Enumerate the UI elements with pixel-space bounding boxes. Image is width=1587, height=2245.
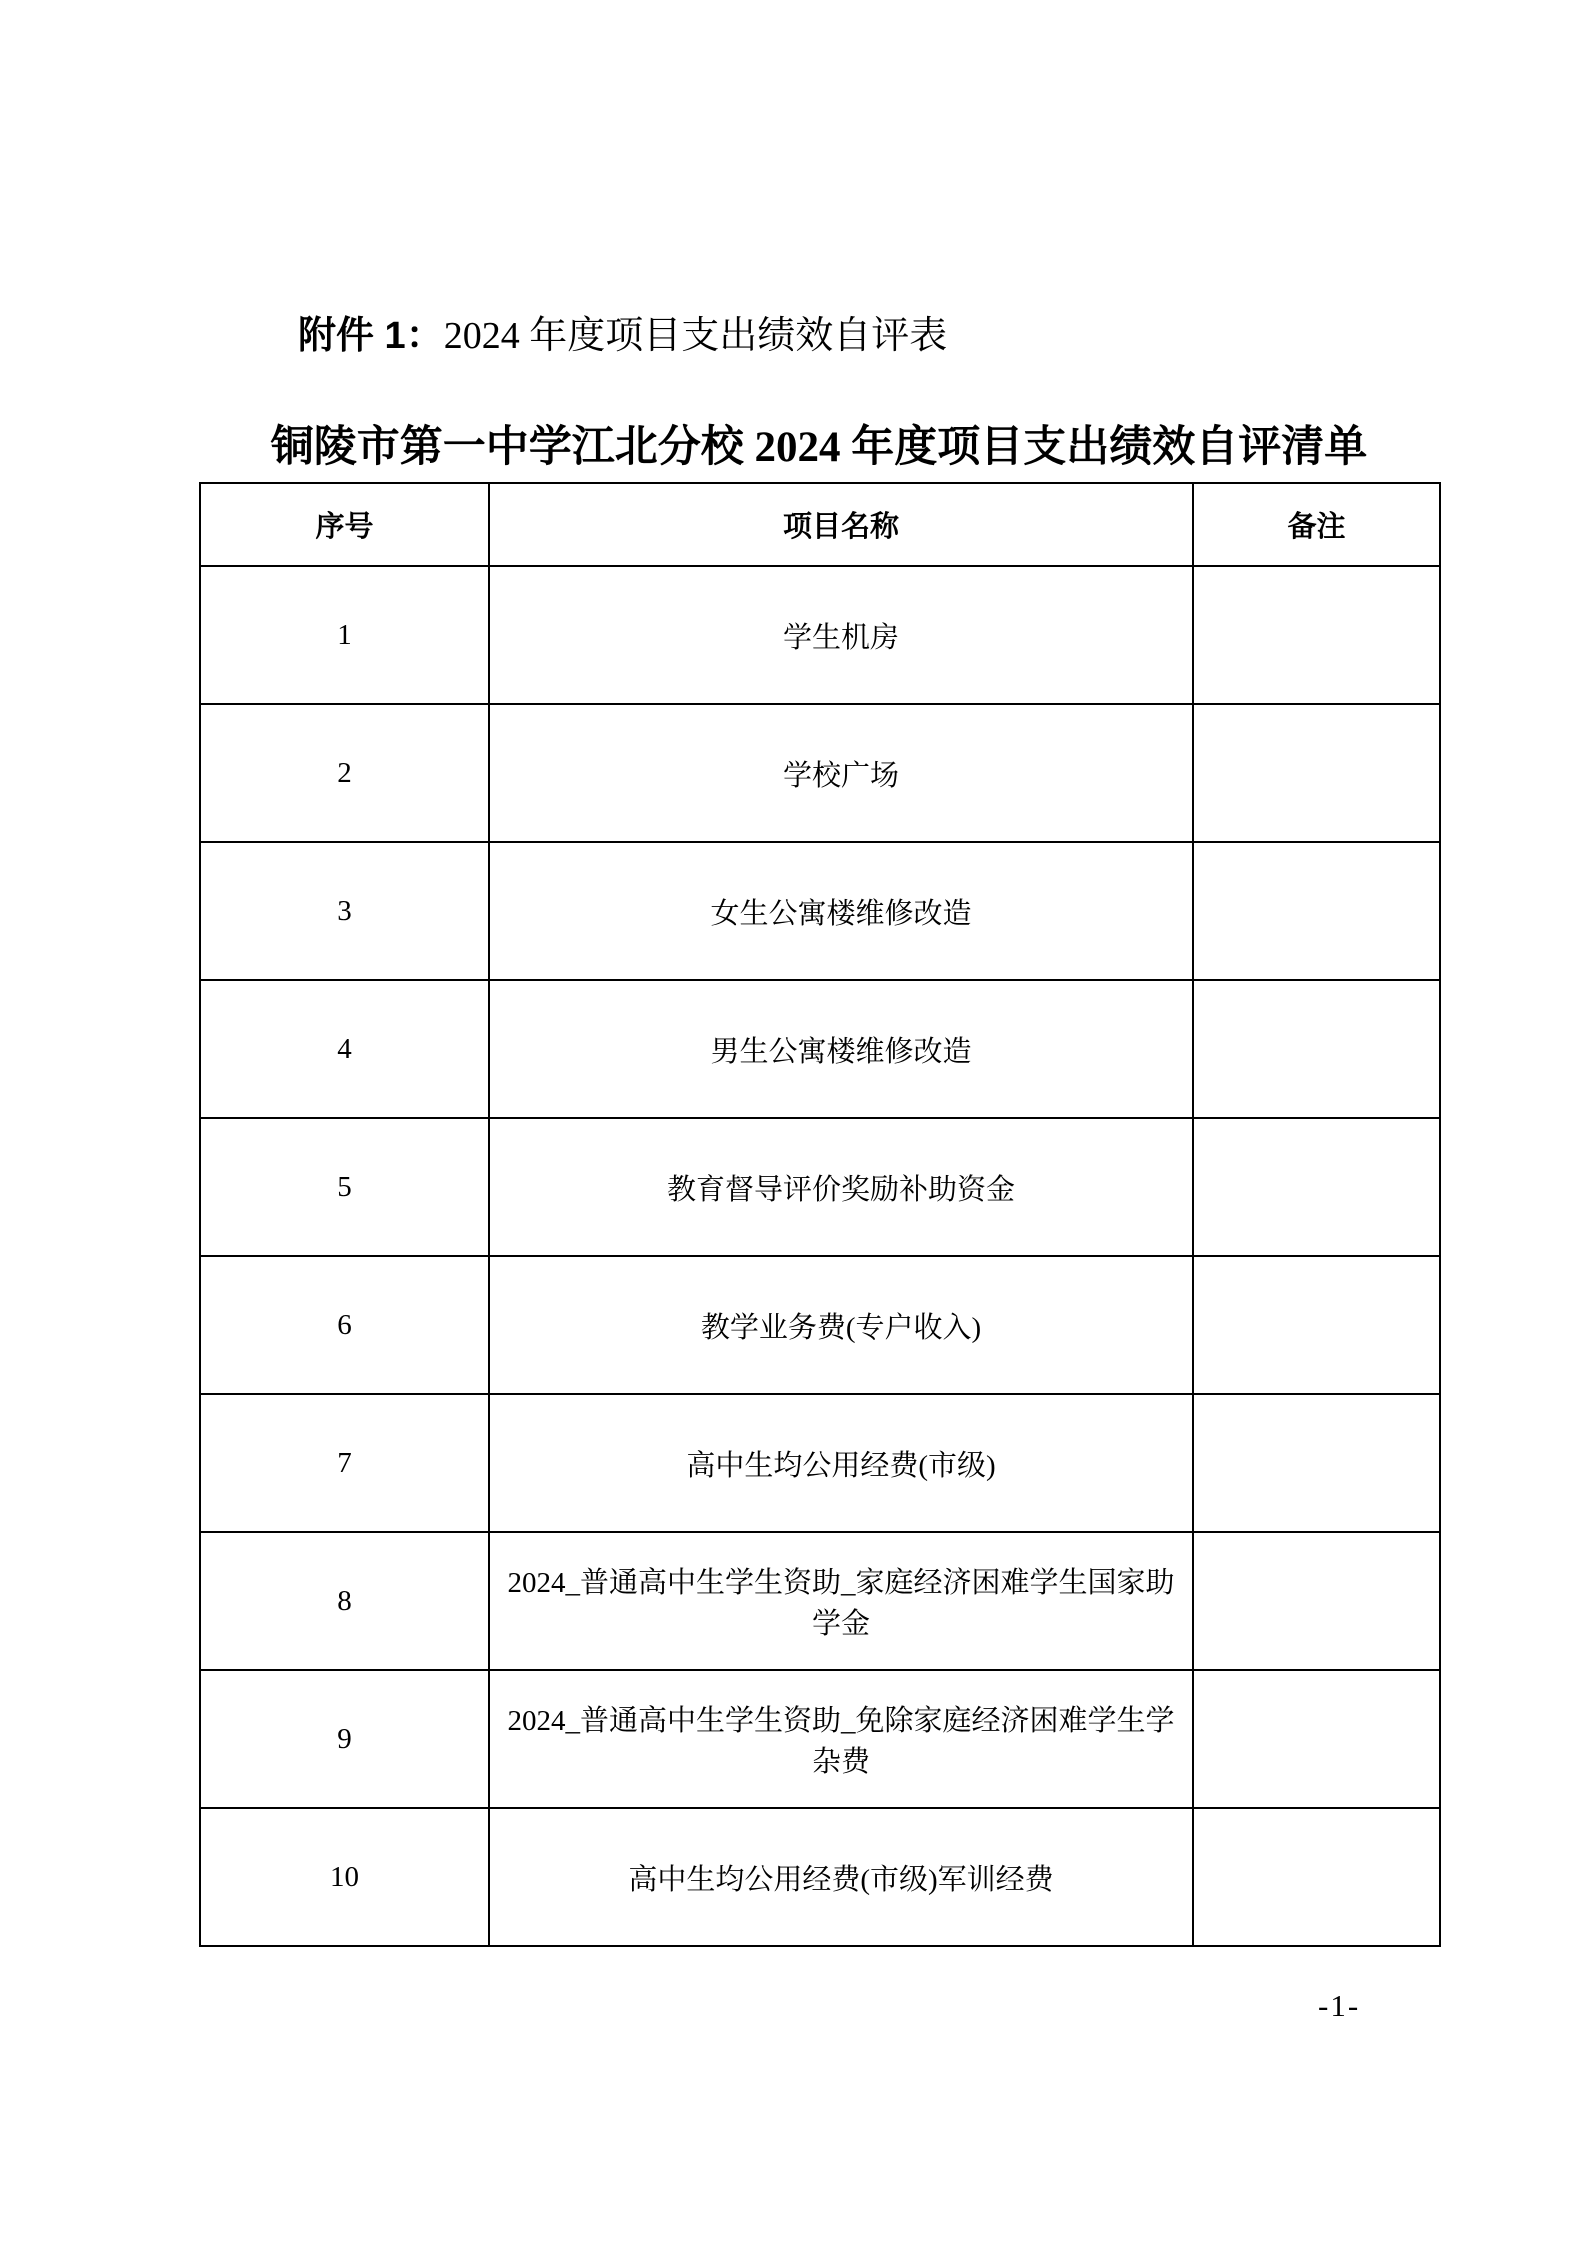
table-row: [200, 704, 1440, 842]
attachment-title-text: 2024 年度项目支出绩效自评表: [443, 315, 948, 357]
table-row: [200, 566, 1440, 704]
table-header: [200, 483, 1440, 566]
cell-no: 6: [200, 1256, 489, 1394]
cell-name: 教育督导评价奖励补助资金: [489, 1118, 1193, 1256]
header-cell-name: 项目名称: [489, 483, 1193, 566]
cell-note: [1193, 1118, 1440, 1256]
cell-note: [1193, 842, 1440, 980]
cell-name: 教学业务费(专户收入): [489, 1256, 1193, 1394]
cell-no: 5: [200, 1118, 489, 1256]
table-row: [200, 980, 1440, 1118]
cell-name: 学生机房: [489, 566, 1193, 704]
header-row: [200, 483, 1440, 566]
cell-note: [1193, 1670, 1440, 1808]
cell-name: 男生公寓楼维修改造: [489, 980, 1193, 1118]
cell-note: [1193, 1394, 1440, 1532]
table-row: [200, 1532, 1440, 1670]
cell-no: 2: [200, 704, 489, 842]
cell-no: 1: [200, 566, 489, 704]
cell-no: 10: [200, 1808, 489, 1946]
table-body: [200, 566, 1440, 1946]
cell-note: [1193, 980, 1440, 1118]
table-row: [200, 1118, 1440, 1256]
cell-no: 7: [200, 1394, 489, 1532]
page-number: -1-: [1318, 1988, 1361, 2023]
cell-no: 9: [200, 1670, 489, 1808]
table-row: [200, 1394, 1440, 1532]
project-list-table: [199, 482, 1441, 1947]
attachment-title: [298, 312, 947, 360]
cell-no: 3: [200, 842, 489, 980]
cell-note: [1193, 566, 1440, 704]
cell-no: 4: [200, 980, 489, 1118]
table-container: [199, 482, 1439, 1947]
cell-name: 女生公寓楼维修改造: [489, 842, 1193, 980]
attachment-label: 附件 1：: [298, 315, 444, 357]
table-row: [200, 1256, 1440, 1394]
table-row: [200, 1670, 1440, 1808]
table-title: 铜陵市第一中学江北分校 2024 年度项目支出绩效自评清单: [270, 424, 1368, 471]
cell-note: [1193, 1532, 1440, 1670]
cell-name: 高中生均公用经费(市级)军训经费: [489, 1808, 1193, 1946]
table-row: [200, 842, 1440, 980]
cell-note: [1193, 1808, 1440, 1946]
cell-name: 学校广场: [489, 704, 1193, 842]
cell-name: 2024_普通高中生学生资助_家庭经济困难学生国家助学金: [489, 1532, 1193, 1670]
cell-name: 高中生均公用经费(市级): [489, 1394, 1193, 1532]
header-cell-note: 备注: [1193, 483, 1440, 566]
cell-no: 8: [200, 1532, 489, 1670]
cell-name: 2024_普通高中生学生资助_免除家庭经济困难学生学杂费: [489, 1670, 1193, 1808]
table-row: [200, 1808, 1440, 1946]
header-cell-no: 序号: [200, 483, 489, 566]
cell-note: [1193, 704, 1440, 842]
cell-note: [1193, 1256, 1440, 1394]
